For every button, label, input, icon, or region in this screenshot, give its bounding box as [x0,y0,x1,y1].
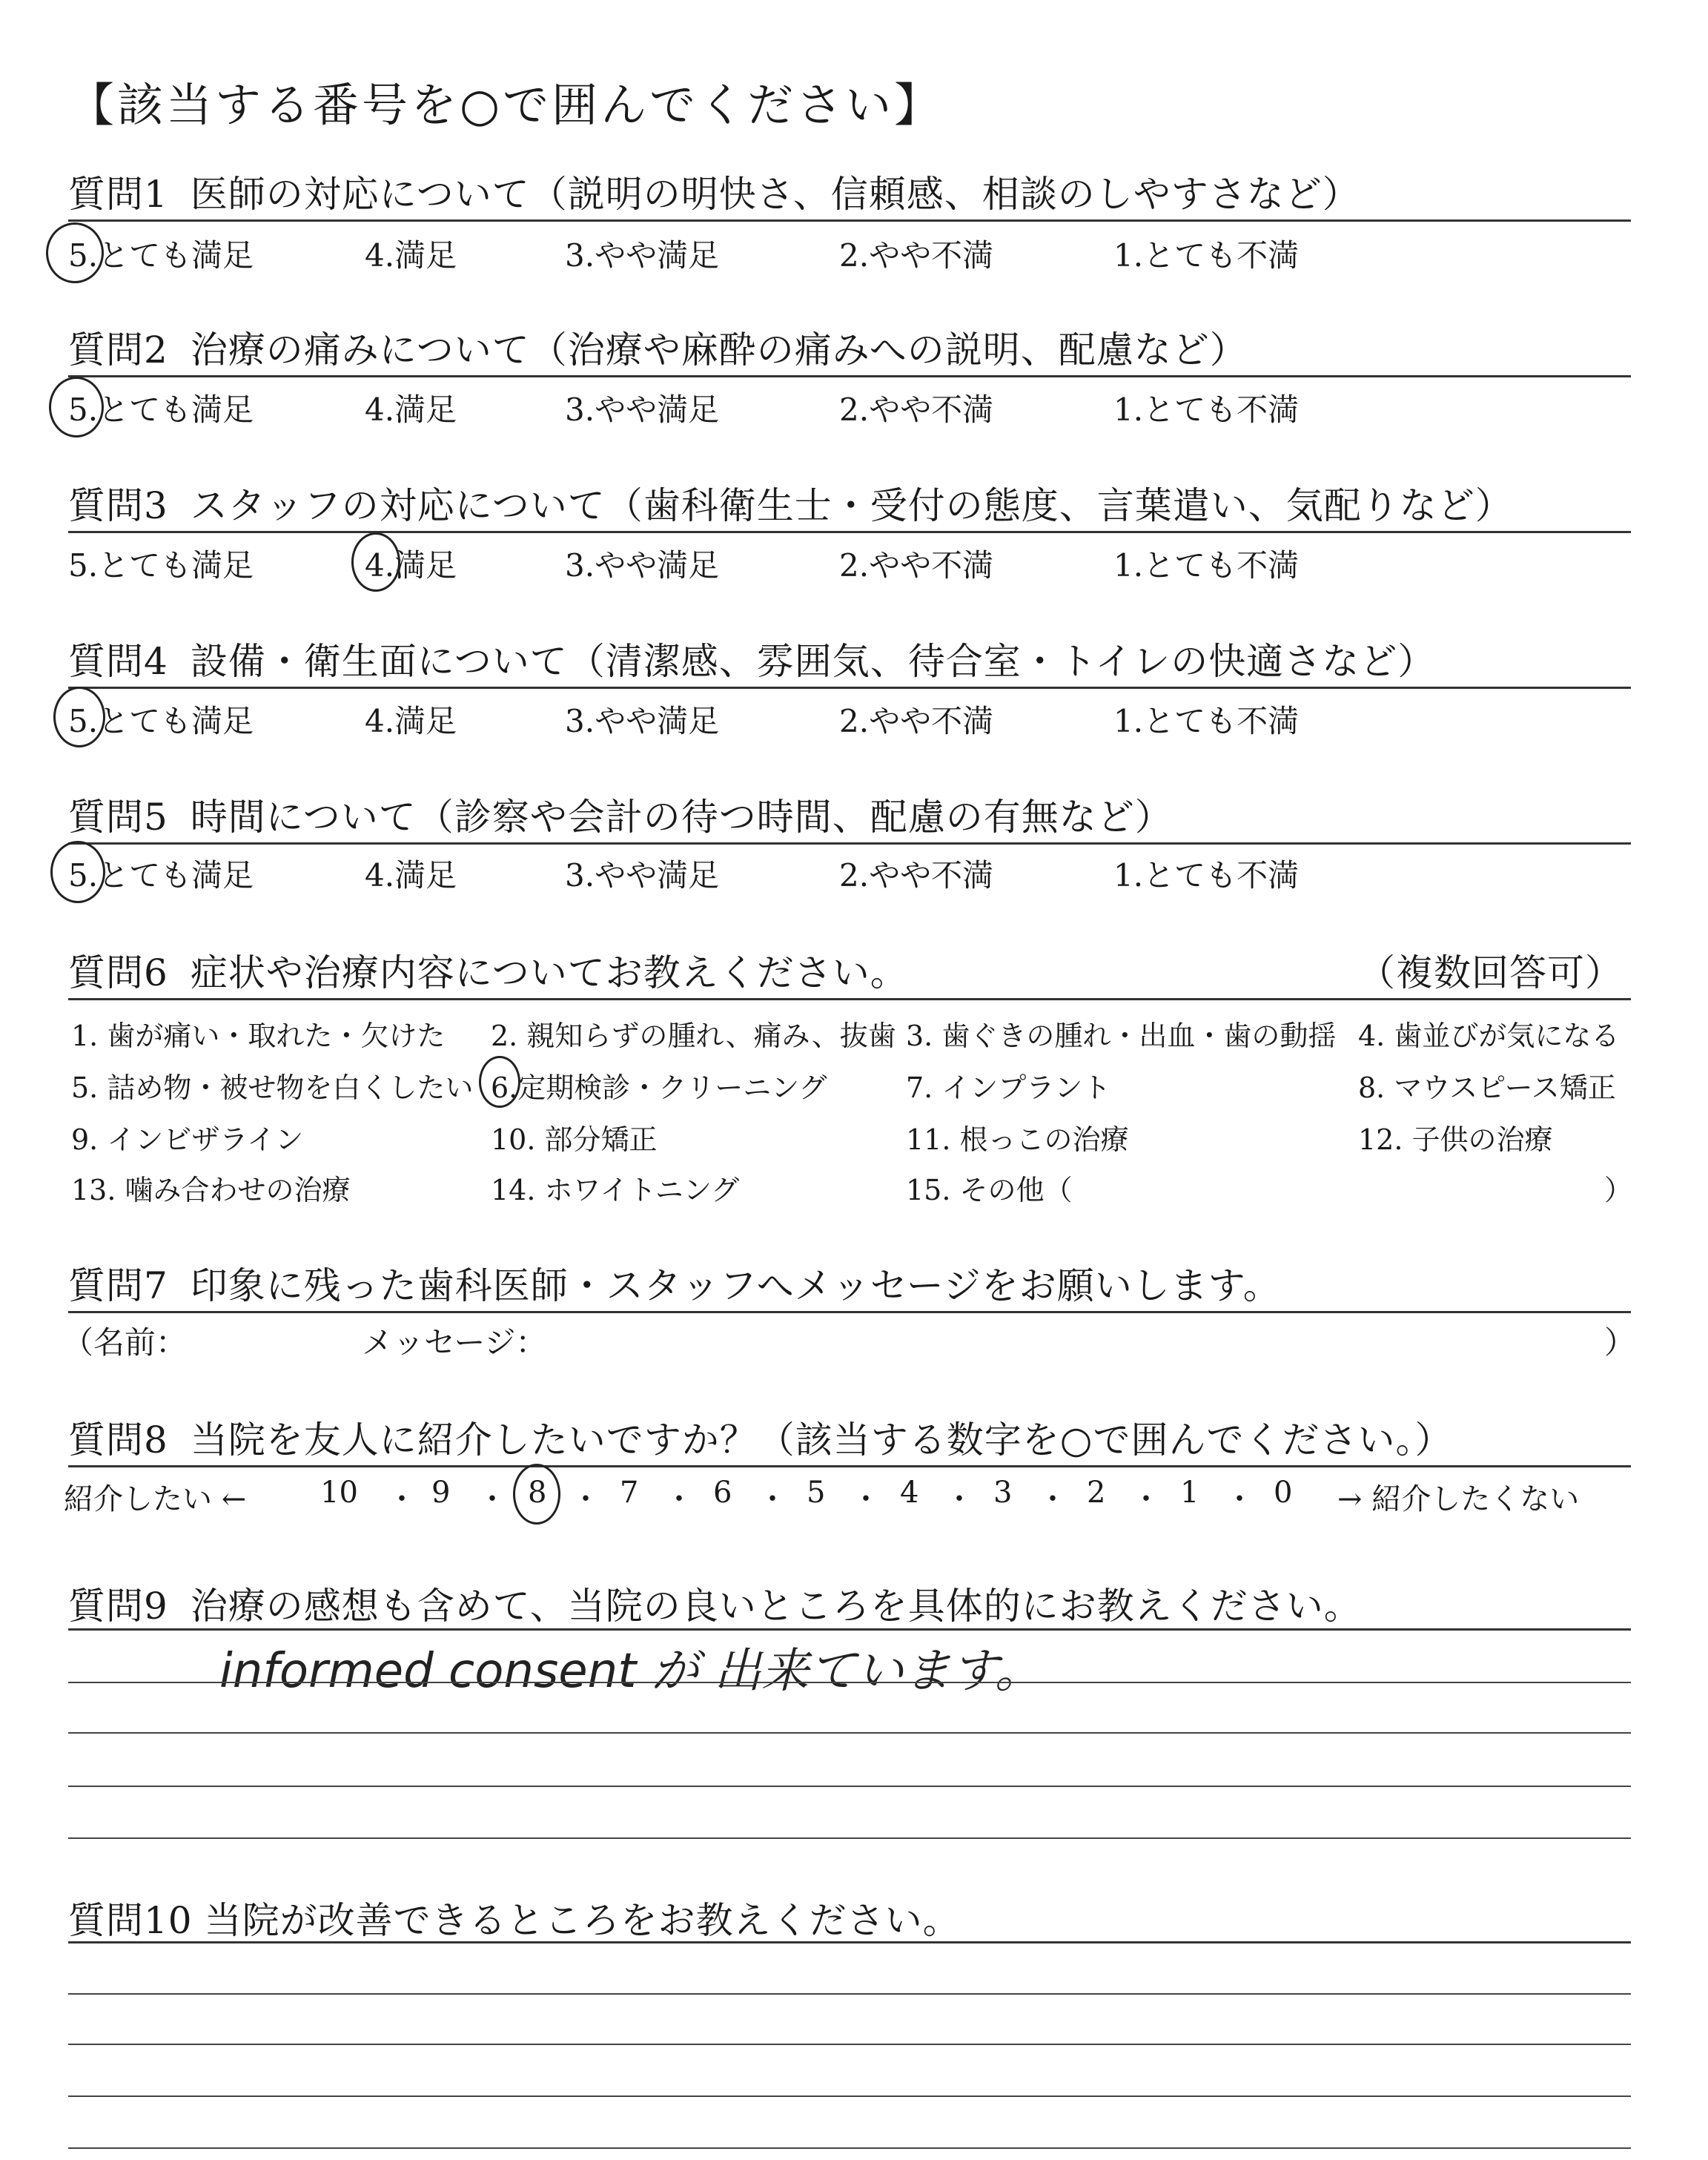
question-5-title [68,787,1173,841]
q1-option-2[interactable]: 2.やや不満 [839,237,994,274]
q7-message-label: メッセージ： [362,1324,547,1361]
question-text: 設備・衛生面について（清潔感、雰囲気、待合室・トイレの快適さなど） [190,640,1436,683]
q6-item-13[interactable]: 13. 噛み合わせの治療 [71,1174,351,1206]
question-text: 時間について（診察や会計の待つ時間、配慮の有無など） [190,796,1173,839]
form-header: 【該当する番号を○で囲んでください】 [68,78,944,132]
question-text: 治療の痛みについて（治療や麻酔の痛みへの説明、配慮など） [190,328,1248,371]
q4-option-4[interactable]: 4.満足 [365,703,457,739]
q8-dot: ・ [944,1482,974,1516]
q4-option-2[interactable]: 2.やや不満 [839,703,994,739]
question-number: 質問1 [68,173,168,216]
question-10-rule [68,1941,1631,1943]
question-text: 印象に残った歯科医師・スタッフへメッセージをお願いします。 [190,1264,1281,1307]
question-8-rule [68,1465,1631,1467]
q8-scale-5[interactable]: 5 [807,1476,826,1510]
q3-option-2[interactable]: 2.やや不満 [839,547,994,584]
q8-dot: ・ [477,1482,507,1516]
q8-dot: ・ [851,1482,881,1516]
question-7-title [68,1256,1281,1309]
q5-option-1[interactable]: 1.とても不満 [1113,857,1300,894]
answer-line [68,2147,1631,2149]
q8-selection-circle [513,1464,560,1525]
q2-option-3[interactable]: 3.やや満足 [565,392,720,428]
answer-line [68,2044,1631,2045]
answer-line [68,1682,1631,1683]
question-5-rule [68,842,1631,845]
q8-left-label: 紹介したい ← [64,1482,247,1516]
question-9-title [68,1576,1362,1630]
q3-option-4[interactable]: 4.満足 [365,547,457,584]
question-text: 当院を友人に紹介したいですか？（該当する数字を○で囲んでください。） [190,1418,1453,1462]
q1-selection-circle [46,222,104,283]
question-6-title [68,943,908,997]
q8-dot: ・ [1038,1482,1068,1516]
q5-selection-circle [50,841,105,903]
q7-close-paren: ） [1604,1324,1636,1361]
q2-selection-circle [49,377,104,437]
q8-scale-0[interactable]: 0 [1274,1476,1293,1510]
q6-item-3[interactable]: 3. 歯ぐきの腫れ・出血・歯の動揺 [906,1020,1337,1052]
q8-dot: ・ [758,1482,787,1516]
q6-item-5[interactable]: 5. 詰め物・被せ物を白くしたい [71,1071,474,1104]
question-number: 質問2 [68,328,168,371]
q3-option-5[interactable]: 5.とても満足 [68,547,254,584]
q8-scale-9[interactable]: 9 [431,1476,451,1510]
q6-item-7[interactable]: 7. インプラント [906,1071,1111,1104]
question-4-title [68,632,1435,685]
question-text: 医師の対応について（説明の明快さ、信頼感、相談のしやすさなど） [190,173,1360,216]
q6-item-4[interactable]: 4. 歯並びが気になる [1358,1020,1620,1052]
q8-dot: ・ [571,1482,600,1516]
q8-scale-8[interactable]: 8 [528,1476,547,1510]
q4-selection-circle [53,687,105,747]
question-3-rule [68,531,1631,533]
q7-name-label: （名前： [62,1324,188,1361]
q3-option-3[interactable]: 3.やや満足 [565,547,720,584]
q2-option-1[interactable]: 1.とても不満 [1113,392,1300,428]
q6-item-11[interactable]: 11. 根っこの治療 [906,1123,1129,1156]
q5-option-2[interactable]: 2.やや不満 [839,857,994,894]
q8-scale-4[interactable]: 4 [900,1476,919,1510]
q3-option-1[interactable]: 1.とても不満 [1113,547,1300,584]
question-text: 治療の感想も含めて、当院の良いところを具体的にお教えください。 [190,1585,1362,1628]
q8-dot: ・ [1131,1482,1161,1516]
answer-line [68,1786,1631,1787]
q2-option-4[interactable]: 4.満足 [365,392,457,428]
question-number: 質問10 [68,1899,193,1942]
answer-line [68,2095,1631,2097]
question-7-rule [68,1311,1631,1313]
q2-option-2[interactable]: 2.やや不満 [839,392,994,428]
question-number: 質問9 [68,1585,168,1628]
q4-option-5[interactable]: 5.とても満足 [68,703,254,739]
q6-item-10[interactable]: 10. 部分矯正 [491,1123,658,1156]
q1-option-5[interactable]: 5.とても満足 [68,237,254,274]
question-6-rule [68,998,1631,1000]
q1-option-3[interactable]: 3.やや満足 [565,237,720,274]
q5-option-3[interactable]: 3.やや満足 [565,857,720,894]
question-8-title [68,1410,1452,1464]
q4-option-3[interactable]: 3.やや満足 [565,703,720,739]
question-number: 質問6 [68,951,168,994]
q9-handwritten-answer: informed consent が 出来ています。 [219,1644,1042,1699]
q6-item-12[interactable]: 12. 子供の治療 [1358,1123,1553,1156]
q6-other-close-paren: ） [1604,1174,1633,1206]
question-2-title [68,320,1248,374]
q6-item-14[interactable]: 14. ホワイトニング [491,1174,740,1206]
q6-item-1[interactable]: 1. 歯が痛い・取れた・欠けた [71,1020,446,1052]
question-text: スタッフの対応について（歯科衛生士・受付の態度、言葉遣い、気配りなど） [190,484,1513,527]
q3-selection-circle [351,532,400,592]
question-number: 質問7 [68,1264,168,1307]
q8-scale-2[interactable]: 2 [1087,1476,1106,1510]
question-text: 症状や治療内容についてお教えください。 [190,951,908,994]
q8-scale-7[interactable]: 7 [620,1476,639,1510]
q8-dot: ・ [387,1482,417,1516]
question-number: 質問5 [68,796,168,839]
q8-right-label: → 紹介したくない [1337,1482,1580,1516]
question-number: 質問8 [68,1418,168,1462]
question-number: 質問4 [68,640,168,683]
answer-line [68,1732,1631,1734]
q6-item-2[interactable]: 2. 親知らずの腫れ、痛み、抜歯 [491,1020,896,1052]
q8-scale-1[interactable]: 1 [1180,1476,1199,1510]
q5-option-4[interactable]: 4.満足 [365,857,457,894]
multiple-answers-note: （複数回答可） [1358,951,1623,994]
question-9-rule [68,1628,1631,1631]
question-text: 当院が改善できるところをお教えください。 [204,1899,961,1942]
q4-option-1[interactable]: 1.とても不満 [1113,703,1300,739]
q6-item-15[interactable]: 15. その他（ [906,1174,1073,1206]
q8-dot: ・ [664,1482,694,1516]
q6-item-8[interactable]: 8. マウスピース矯正 [1358,1071,1616,1104]
q8-scale-6[interactable]: 6 [713,1476,732,1510]
question-10-title [68,1891,961,1944]
q1-option-4[interactable]: 4.満足 [365,237,457,274]
q5-option-5[interactable]: 5.とても満足 [68,857,254,894]
question-number: 質問3 [68,484,168,527]
question-3-title [68,476,1513,529]
q8-scale-10[interactable]: 10 [320,1476,358,1510]
question-1-title [68,165,1360,218]
q6-selection-circle [479,1056,520,1108]
question-4-rule [68,687,1631,689]
q8-dot: ・ [1225,1482,1254,1516]
question-1-rule [68,219,1631,222]
q6-item-9[interactable]: 9. インビザライン [71,1123,304,1156]
answer-line [68,1837,1631,1839]
answer-line [68,1993,1631,1995]
q6-item-6[interactable]: 6.定期検診・クリーニング [491,1071,827,1104]
q8-scale-3[interactable]: 3 [993,1476,1013,1510]
q2-option-5[interactable]: 5.とても満足 [68,392,254,428]
q1-option-1[interactable]: 1.とても不満 [1113,237,1300,274]
question-2-rule [68,375,1631,377]
